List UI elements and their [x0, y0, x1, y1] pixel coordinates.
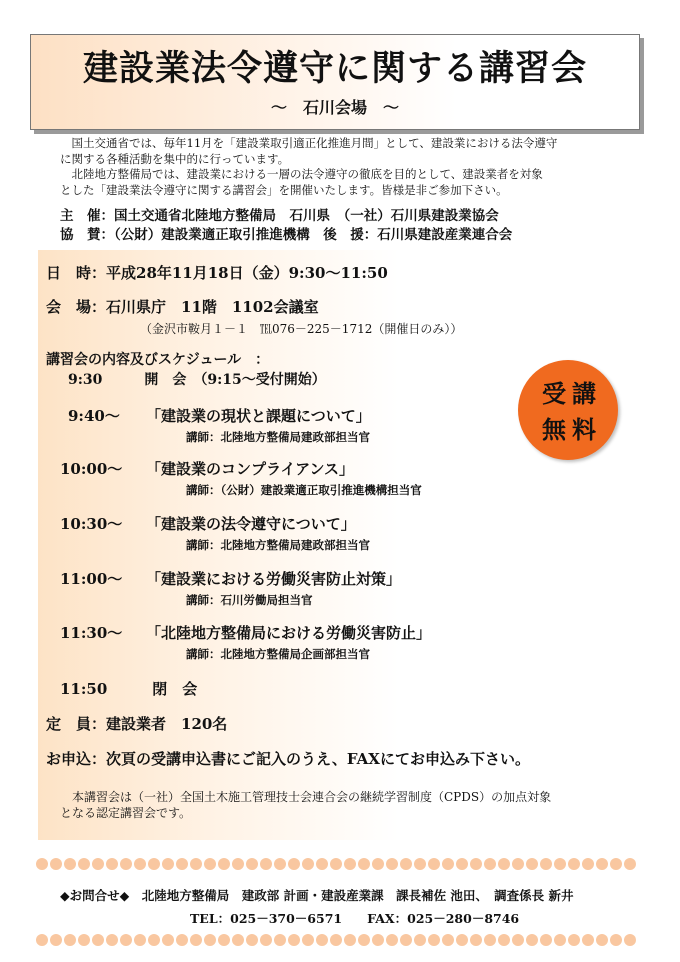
decorative-dot	[540, 858, 552, 870]
decorative-dot	[624, 934, 636, 946]
event-datetime: 日 時：平成28年11月18日（金）9:30～11:50	[46, 264, 388, 282]
badge-char: 講	[572, 379, 596, 408]
decorative-dot	[64, 934, 76, 946]
decorative-dot	[456, 858, 468, 870]
badge-char: 無	[542, 415, 566, 444]
decorative-dot	[344, 858, 356, 870]
page-title: 建設業法令遵守に関する講習会	[82, 48, 587, 89]
decorative-dot	[610, 858, 622, 870]
support-line: 協 賛：（公財）建設業適正取引推進機構 後 援：石川県建設産業連合会	[60, 227, 513, 243]
decorative-dot	[596, 858, 608, 870]
decorative-dot	[204, 858, 216, 870]
decorative-dot	[260, 934, 272, 946]
event-venue: 会 場：石川県庁 11階 1102会議室	[46, 298, 319, 316]
decorative-dot	[176, 858, 188, 870]
decorative-dot	[134, 858, 146, 870]
decorative-dot	[204, 934, 216, 946]
intro-line: に関する各種活動を集中的に行っています。	[60, 151, 290, 166]
decorative-dot	[148, 934, 160, 946]
decorative-dot	[330, 934, 342, 946]
decorative-dot	[512, 858, 524, 870]
decorative-dot	[414, 858, 426, 870]
decorative-dot	[316, 858, 328, 870]
decorative-dot	[134, 934, 146, 946]
decorative-dot	[232, 858, 244, 870]
decorative-dot	[582, 858, 594, 870]
schedule-heading: 講習会の内容及びスケジュール ：	[46, 352, 270, 368]
schedule-topic: 「建設業の法令遵守について」	[146, 515, 356, 533]
decorative-dot	[470, 934, 482, 946]
schedule-time: 9:40～	[68, 407, 120, 425]
decorative-dot	[176, 934, 188, 946]
decorative-dot	[274, 934, 286, 946]
decorative-dot	[78, 858, 90, 870]
decorative-dot	[246, 858, 258, 870]
decorative-dot	[218, 934, 230, 946]
decorative-dot	[148, 858, 160, 870]
decorative-dot	[512, 934, 524, 946]
decorative-dot	[92, 858, 104, 870]
decorative-dot	[344, 934, 356, 946]
decorative-dot	[50, 858, 62, 870]
cpds-line: 本講習会は（一社）全国土木施工管理技士会連合会の継続学習制度（CPDS）の加点対象	[60, 790, 552, 804]
decorative-dot	[246, 934, 258, 946]
decorative-dot	[554, 858, 566, 870]
decorative-dot	[428, 858, 440, 870]
decorative-dot	[568, 934, 580, 946]
decorative-dot	[302, 858, 314, 870]
decorative-dot	[358, 934, 370, 946]
intro-line: 北陸地方整備局では、建設業における一層の法令遵守の徹底を目的として、建設業者を対象	[60, 167, 543, 181]
decorative-dot	[162, 934, 174, 946]
decorative-dot	[400, 934, 412, 946]
decorative-dot	[484, 858, 496, 870]
decorative-dot	[372, 934, 384, 946]
decorative-dot	[106, 858, 118, 870]
contact-phone-fax: TEL：025－370－6571 FAX：025－280－8746	[190, 911, 520, 926]
decorative-dot	[316, 934, 328, 946]
decorative-dot	[274, 858, 286, 870]
decorative-dot	[358, 858, 370, 870]
intro-line: とした「建設業法令遵守に関する講習会」を開催いたします。皆様是非ご参加下さい。	[60, 182, 508, 197]
badge-char: 受	[542, 379, 566, 408]
decorative-dot	[624, 858, 636, 870]
venue-address: （金沢市鞍月１－１ ℡076－225－1712（開催日のみ））	[140, 322, 463, 336]
decorative-dot	[498, 858, 510, 870]
decorative-dot	[582, 934, 594, 946]
decorative-dot	[36, 858, 48, 870]
decorative-dot	[162, 858, 174, 870]
decorative-dot	[470, 858, 482, 870]
decorative-dot	[78, 934, 90, 946]
decorative-dot	[554, 934, 566, 946]
decorative-dot	[442, 934, 454, 946]
decorative-dot	[232, 934, 244, 946]
decorative-dot	[190, 934, 202, 946]
decorative-dot	[400, 858, 412, 870]
decorative-dot	[218, 858, 230, 870]
decorative-dot	[190, 858, 202, 870]
decorative-dot	[260, 858, 272, 870]
schedule-time: 11:30～	[60, 624, 123, 642]
cpds-line: となる認定講習会です。	[60, 806, 192, 820]
decorative-dot	[442, 858, 454, 870]
decorative-dot	[288, 934, 300, 946]
opening-item: 9:30 開 会 （9:15～受付開始）	[68, 372, 326, 388]
dot-divider-top	[36, 858, 646, 870]
decorative-dot	[596, 934, 608, 946]
decorative-dot	[330, 858, 342, 870]
decorative-dot	[526, 934, 538, 946]
decorative-dot	[92, 934, 104, 946]
decorative-dot	[288, 858, 300, 870]
decorative-dot	[610, 934, 622, 946]
decorative-dot	[302, 934, 314, 946]
decorative-dot	[64, 858, 76, 870]
schedule-topic: 「建設業における労働災害防止対策」	[146, 570, 402, 588]
schedule-lecturer: 講師：石川労働局担当官	[186, 593, 313, 607]
schedule-lecturer: 講師：北陸地方整備局建政部担当官	[186, 430, 370, 444]
decorative-dot	[428, 934, 440, 946]
dot-divider-bottom	[36, 934, 646, 946]
badge-char: 料	[572, 415, 596, 444]
decorative-dot	[484, 934, 496, 946]
decorative-dot	[526, 858, 538, 870]
schedule-topic: 「建設業のコンプライアンス」	[146, 460, 355, 478]
host-line: 主 催：国土交通省北陸地方整備局 石川県 （一社）石川県建設業協会	[60, 208, 499, 224]
decorative-dot	[36, 934, 48, 946]
decorative-dot	[540, 934, 552, 946]
decorative-dot	[414, 934, 426, 946]
intro-line: 国土交通省では、毎年11月を「建設業取引適正化推進月間」として、建設業における法令遵守	[60, 136, 558, 150]
decorative-dot	[568, 858, 580, 870]
decorative-dot	[386, 858, 398, 870]
schedule-topic: 「建設業の現状と課題について」	[146, 407, 371, 425]
capacity: 定 員：建設業者 120名	[46, 715, 228, 733]
decorative-dot	[120, 934, 132, 946]
decorative-dot	[120, 858, 132, 870]
closing-item: 11:50 閉 会	[60, 680, 198, 698]
organizers	[60, 207, 512, 245]
schedule-topic: 「北陸地方整備局における労働災害防止」	[146, 624, 432, 642]
schedule-time: 10:30～	[60, 515, 123, 533]
contact-info: ◆お問合せ◆ 北陸地方整備局 建政部 計画・建設産業課 課長補佐 池田、 調査係長 新井	[60, 888, 574, 903]
intro-text	[60, 136, 630, 198]
decorative-dot	[50, 934, 62, 946]
decorative-dot	[372, 858, 384, 870]
decorative-dot	[498, 934, 510, 946]
decorative-dot	[386, 934, 398, 946]
cpds-note	[60, 789, 630, 821]
decorative-dot	[106, 934, 118, 946]
title-banner	[30, 34, 640, 130]
free-attendance-badge	[518, 360, 618, 460]
application-info: お申込：次頁の受講申込書にご記入のうえ、FAXにてお申込み下さい。	[46, 750, 530, 768]
schedule-lecturer: 講師：北陸地方整備局企画部担当官	[186, 647, 370, 661]
decorative-dot	[456, 934, 468, 946]
page-subtitle: ～ 石川会場 ～	[270, 98, 399, 117]
schedule-time: 11:00～	[60, 570, 123, 588]
schedule-lecturer: 講師：（公財）建設業適正取引推進機構担当官	[186, 483, 422, 497]
schedule-lecturer: 講師：北陸地方整備局建政部担当官	[186, 538, 370, 552]
schedule-time: 10:00～	[60, 460, 123, 478]
